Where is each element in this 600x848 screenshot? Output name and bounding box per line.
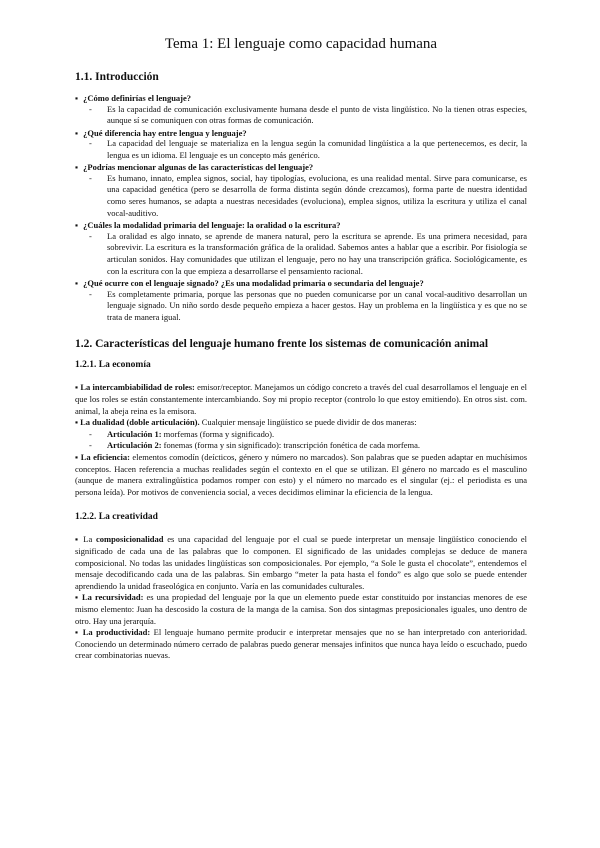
term: composicionalidad	[95, 534, 164, 545]
bullet-icon: ▪	[75, 534, 80, 545]
subsection-heading-creatividad: 1.2.2. La creatividad	[75, 512, 158, 523]
question-text: ¿Cuáles la modalidad primaria del lenguaje: la oralidad o la escritura?	[83, 220, 341, 231]
paragraph-intercambiabilidad	[75, 382, 527, 417]
question-text: ¿Cómo definirías el lenguaje?	[83, 93, 192, 103]
bullet-icon: ▪	[75, 162, 79, 173]
answer-text: Es completamente primaria, porque las personas que no pueden comunicarse por un canal vocal-auditivo desarrollan un lenguaje signado. Un niño sordo desde pequeño empieza a hacer gestos. Hay un problema en la lingüística y es que no se trata de manera igual.	[107, 288, 527, 322]
section-heading-caracteristicas: 1.2. Características del lenguaje humano frente los sistemas de comunicación animal	[75, 338, 489, 351]
bullet-icon: ▪	[75, 451, 79, 462]
term: La recursividad:	[82, 592, 144, 603]
question	[75, 93, 527, 104]
item-text: morfemas (forma y significado).	[161, 428, 275, 439]
term: Articulación 2:	[107, 440, 162, 451]
bullet-icon: ▪	[75, 592, 79, 603]
document-title: Tema 1: El lenguaje como capacidad humana	[164, 36, 438, 52]
question	[75, 278, 527, 289]
answer	[75, 289, 527, 324]
articulacion-1	[75, 429, 527, 441]
answer	[75, 173, 527, 219]
bullet-icon: ▪	[75, 417, 79, 428]
question	[75, 128, 527, 139]
answer-text: La capacidad del lenguaje se materializa en la lengua según la comunidad lingüística a la que pertenecemos, es decir, la lengua es un idioma. El lenguaje es un concepto más genérico.	[107, 138, 527, 160]
dash-marker: -	[89, 428, 92, 439]
bullet-icon: ▪	[75, 127, 79, 138]
paragraph-productividad	[75, 627, 527, 662]
paragraph-text: emisor/receptor. Manejamos un código concreto a través del cual desarrollamos el lenguaje en el que los roles se están constantemente intercambiando. Soy mi propio receptor (controlo lo que estoy emitiendo). En otros sist. com. animal, la abeja reina es la emisora.	[75, 382, 528, 416]
paragraph-text: El lenguaje humano permite producir e interpretar mensajes que no se han interpretado con anterioridad. Conociendo un determinado número cerrado de palabras puedo generar mensajes infinitos que nunca haya leído o escuchado, puedo crear combinatorias nuevas.	[75, 627, 528, 661]
paragraph-recursividad	[75, 592, 527, 627]
bullet-icon: ▪	[75, 278, 79, 289]
dash-marker: -	[89, 138, 92, 149]
paragraph-text: es una propiedad del lenguaje por la que un elemento puede estar constituido por instancias menores de ese mismo elemento: Juan ha descosido la costura de la manga de la camisa. Son dos sintagmas preposicionales iguales, uno dentro de otro. Hay una jerarquía.	[75, 592, 528, 626]
question-text: ¿Podrías mencionar algunas de las características del lenguaje?	[83, 162, 314, 173]
question	[75, 220, 527, 231]
term: La productividad:	[82, 627, 151, 638]
paragraph-text: elementos comodín (deícticos, género y número no marcados). Son palabras que se pueden adaptar en muchísimos conceptos. Hacen referencia a muchas realidades según el contexto en el que se utilizan. El género no marcado es el masculino (aunque de manera extralingüística podamos romper con esto) y el número no marcado es el singular (ej.: el periodista es una persona leída). Por motivos de conveniencia social, a veces decidimos eliminar la eficiencia de la lengua.	[75, 451, 528, 497]
dash-marker: -	[89, 230, 92, 241]
answer	[75, 138, 527, 161]
answer-text: Es humano, innato, emplea signos, social, hay tipologías, evoluciona, es una realidad mental. Sirve para comunicarse, es una capacidad genética (pero se desarrolla de forma distinta según dónde crezcamos), forma parte de nuestra identidad como seres humanos, se adapta a nuestras necesidades (evoluciona), emplea signos, utiliza la escritura y utiliza el canal vocal-auditivo.	[107, 172, 527, 218]
question-text: ¿Qué ocurre con el lenguaje signado? ¿Es una modalidad primaria o secundaria del lenguaje?	[83, 278, 424, 289]
bullet-icon: ▪	[75, 93, 79, 103]
question-text: ¿Qué diferencia hay entre lengua y lenguaje?	[83, 127, 247, 138]
dash-marker: -	[89, 103, 92, 114]
answer	[75, 231, 527, 277]
paragraph-text: Cualquier mensaje lingüístico se puede dividir de dos maneras:	[199, 417, 417, 428]
section-heading-introduccion: 1.1. Introducción	[75, 71, 159, 83]
paragraph-composicionalidad	[75, 534, 527, 592]
paragraph-text: es una capacidad del lenguaje por el cual se puede interpretar un mensaje lingüístico conociendo el significado de cada una de las palabras que lo componen. El significado de las unidades complejas se deduce de manera composicional. No todas las unidades lingüísticas son composicionales. Por ejemplo, “a Sole le gusta el chocolate”, entendemos el mensaje decodificando cada una de las palabras. Sin embargo “meter la pata hasta el fondo” es algo que solo se puede entender aprendiendo la unidad fraseológica en conjunto. Varía en las comunidades culturales.	[75, 534, 528, 591]
dash-marker: -	[89, 440, 92, 451]
document-page	[75, 36, 527, 662]
lead-text: La	[83, 534, 96, 545]
paragraph-dualidad	[75, 417, 527, 429]
question	[75, 162, 527, 173]
subsection-heading-economia: 1.2.1. La economía	[75, 360, 151, 371]
bullet-icon: ▪	[75, 220, 79, 231]
answer-text: La oralidad es algo innato, se aprende de manera natural, pero la escritura se aprende. Es una primera necesidad, para sobrevivir. La escritura es la transformación gráfica de la oralidad. Sabemos antes a hablar que a escribir. Por fisiología se articulan sonidos. Hay comunidades que utilizan el lenguaje, pero no hay una transcripción gráfica. Sociológicamente, es con la escritura con la que empieza a desarrollarse el pensamiento racional.	[107, 230, 527, 276]
term: La eficiencia:	[80, 451, 130, 462]
bullet-icon: ▪	[75, 382, 79, 393]
dash-marker: -	[89, 172, 92, 183]
answer	[75, 104, 527, 127]
term: La intercambiabilidad de roles:	[80, 382, 195, 393]
answer-text: Es la capacidad de comunicación exclusivamente humana desde el punto de vista lingüístico. No la tienen otras especies, aunque sí se comuniquen con otras formas de comunicación.	[107, 103, 527, 126]
bullet-icon: ▪	[75, 627, 80, 638]
dash-marker: -	[89, 288, 92, 299]
item-text: fonemas (forma y sin significado): transcripción fonética de cada morfema.	[161, 440, 420, 451]
paragraph-eficiencia	[75, 452, 527, 498]
articulacion-2	[75, 440, 527, 452]
term: La dualidad (doble articulación).	[80, 417, 200, 428]
term: Articulación 1:	[107, 428, 162, 439]
